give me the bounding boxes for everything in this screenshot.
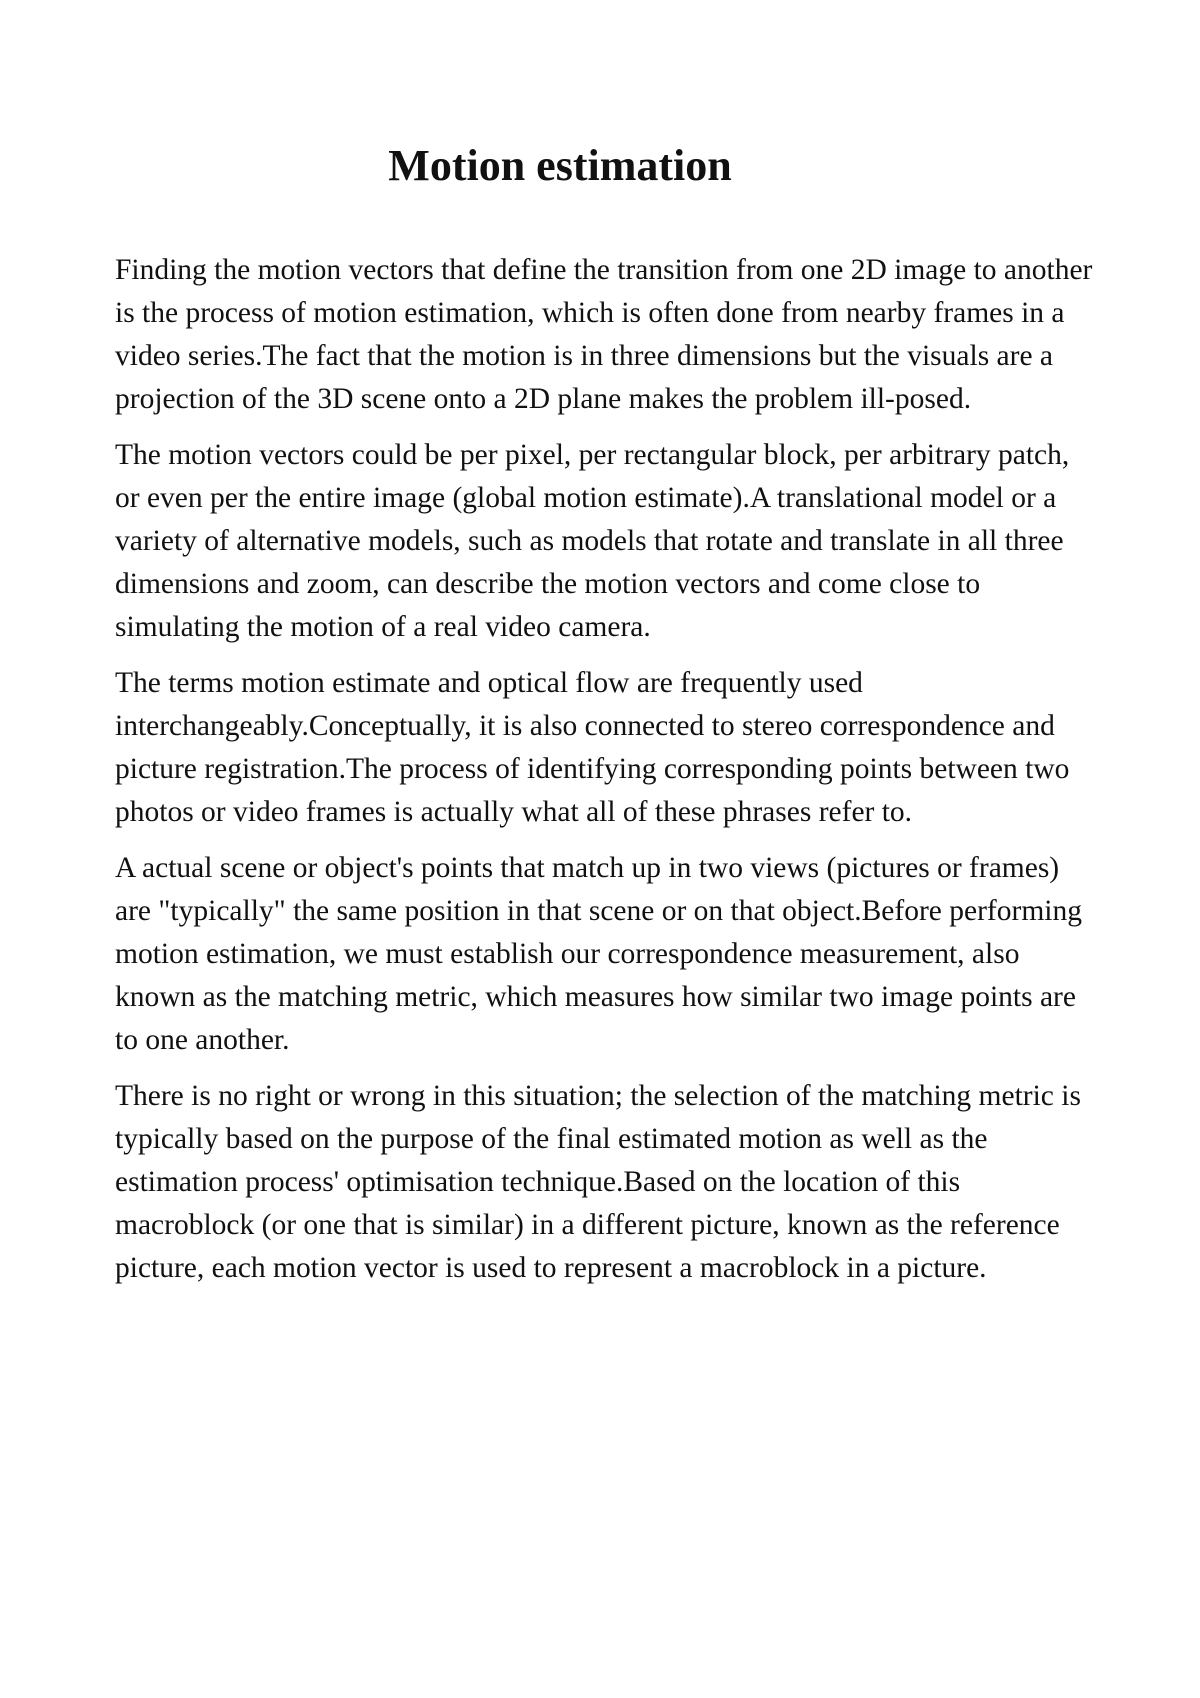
paragraph-5: There is no right or wrong in this situation; the selection of the matching metric is typically based on the purpose of the final estimated motion as well as the estimation process' optimisation technique.Based on the location of this macroblock (or one that is similar) in a different picture, known as the reference picture, each motion vector is used to represent a macroblock in a picture.: [115, 1080, 1081, 1284]
document-body: [115, 249, 1095, 1303]
paragraph-1: Finding the motion vectors that define the transition from one 2D image to another is the process of motion estimation, which is often done from nearby frames in a video series.The fact that the motion is in three dimensions but the visuals are a projection of the 3D scene onto a 2D plane makes the problem ill-posed.: [115, 254, 1093, 415]
page-title: Motion estimation: [388, 141, 732, 190]
paragraph-4: A actual scene or object's points that match up in two views (pictures or frames) are "typically" the same position in that scene or on that object.Before performing motion estimation, we must establish our correspondence measurement, also known as the matching metric, which measures how similar two image points are to one another.: [115, 852, 1082, 1056]
paragraph-3: The terms motion estimate and optical flow are frequently used interchangeably.Conceptually, it is also connected to stereo correspondence and picture registration.The process of identifying corresponding points between two photos or video frames is actually what all of these phrases refer to.: [115, 667, 1070, 828]
paragraph-2: The motion vectors could be per pixel, per rectangular block, per arbitrary patch, or even per the entire image (global motion estimate).A translational model or a variety of alternative models, such as models that rotate and translate in all three dimensions and zoom, can describe the motion vectors and come close to simulating the motion of a real video camera.: [115, 439, 1070, 643]
